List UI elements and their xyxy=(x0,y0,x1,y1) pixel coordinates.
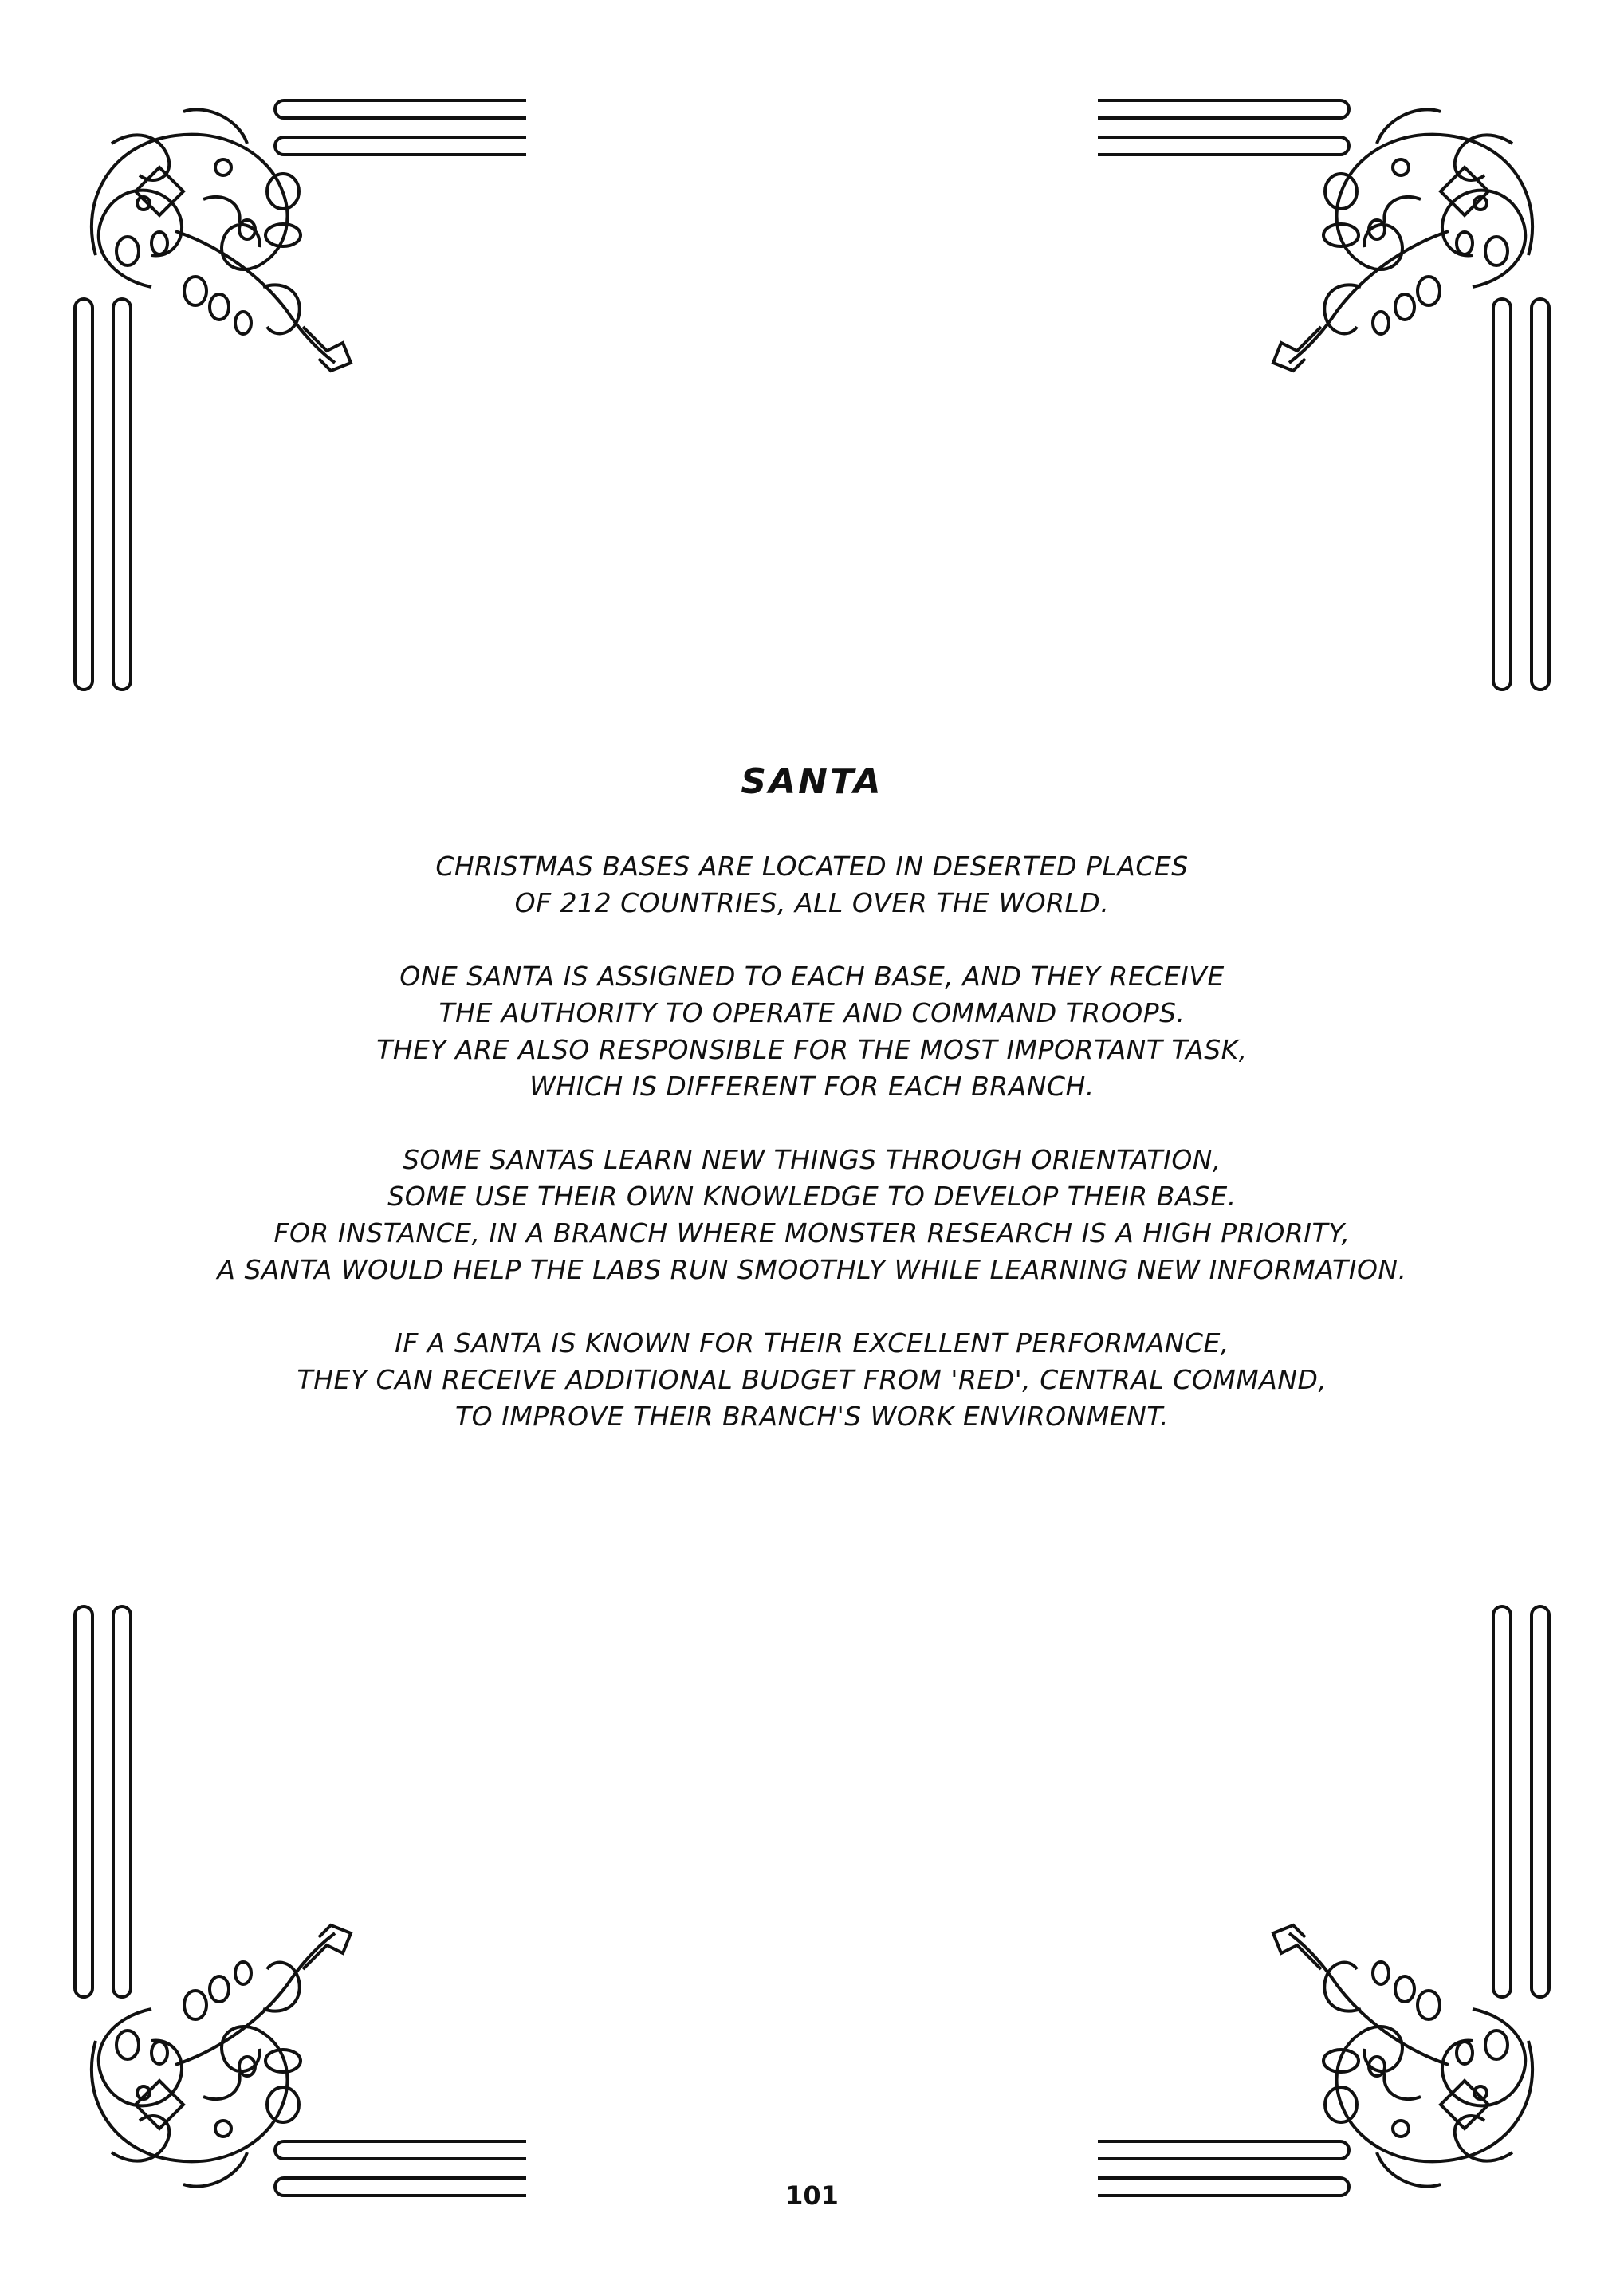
paragraph-3 xyxy=(0,1142,1624,1288)
bottom-left-ornament-icon xyxy=(64,1602,526,2208)
top-left-ornament-icon xyxy=(64,88,526,694)
text-line: A SANTA WOULD HELP THE LABS RUN SMOOTHLY WHILE LEARNING NEW INFORMATION. xyxy=(217,1254,1407,1285)
text-line: THE AUTHORITY TO OPERATE AND COMMAND TROOPS. xyxy=(438,997,1186,1028)
text-line: TO IMPROVE THEIR BRANCH'S WORK ENVIRONMENT. xyxy=(454,1401,1170,1432)
document-body xyxy=(0,761,1624,1472)
page-title: SANTA xyxy=(741,761,883,802)
paragraph-4 xyxy=(0,1325,1624,1435)
text-line: SOME USE THEIR OWN KNOWLEDGE TO DEVELOP THEIR BASE. xyxy=(387,1181,1237,1212)
paragraph-1 xyxy=(0,848,1624,922)
text-line: THEY CAN RECEIVE ADDITIONAL BUDGET FROM 'RED', CENTRAL COMMAND, xyxy=(297,1364,1327,1395)
bottom-right-ornament-icon xyxy=(1098,1602,1560,2208)
paragraph-2 xyxy=(0,958,1624,1105)
text-line: IF A SANTA IS KNOWN FOR THEIR EXCELLENT PERFORMANCE, xyxy=(395,1327,1229,1358)
text-line: OF 212 COUNTRIES, ALL OVER THE WORLD. xyxy=(514,887,1110,918)
text-line: WHICH IS DIFFERENT FOR EACH BRANCH. xyxy=(529,1071,1095,1102)
text-line: ONE SANTA IS ASSIGNED TO EACH BASE, AND THEY RECEIVE xyxy=(399,961,1225,992)
text-line: THEY ARE ALSO RESPONSIBLE FOR THE MOST IMPORTANT TASK, xyxy=(376,1034,1248,1065)
text-line: CHRISTMAS BASES ARE LOCATED IN DESERTED PLACES xyxy=(435,851,1189,882)
page-number: 101 xyxy=(785,2180,839,2211)
text-line: FOR INSTANCE, IN A BRANCH WHERE MONSTER RESEARCH IS A HIGH PRIORITY, xyxy=(273,1217,1351,1248)
top-right-ornament-icon xyxy=(1098,88,1560,694)
text-line: SOME SANTAS LEARN NEW THINGS THROUGH ORIENTATION, xyxy=(403,1144,1221,1175)
